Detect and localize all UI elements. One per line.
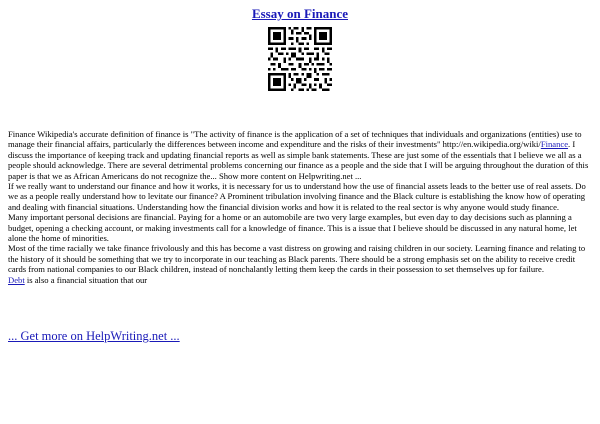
paragraph-2: If we really want to understand our finance and how it works, it is necessary for us to understand how the use of financial assets leads to the better use of real assets. Do we as a people really understand how to levitate our finance? A Prominent tribulation involving finance and the Black culture is establishing the know how of operating and dealing with financial situations. Understanding how the financial division works and how it is related to the real sector is why anyone would study finance.	[8, 181, 586, 212]
paragraph-5-text: is also a financial situation that our	[24, 274, 148, 285]
essay-title-link[interactable]: Essay on Finance	[251, 6, 349, 21]
paragraph-1-text-a: Finance Wikipedia's accurate definition of finance is "The activity of finance is the application of a set of techniques that individuals and organizations (entities) use to manage their financial affairs, particularly the differences between income and expenditure and the risks of their investments" http://en.wikipedia.org/wiki/	[8, 129, 582, 150]
paragraph-5	[8, 275, 593, 285]
paragraph-1	[8, 129, 593, 181]
paragraph-4: Most of the time racially we take finance frivolously and this has become a vast distress on growing and raising children in our society. Learning finance and relating to the history of it should be something that we try to incorporate in our teaching as Black parents. There should be a strong emphasis set on the ability to receive credit cards from national companies to our Black children, instead of nonchalantly letting them keep the cards in their possession to set themselves up for failure.	[8, 243, 586, 275]
get-more-link[interactable]: ... Get more on HelpWriting.net ...	[8, 329, 180, 343]
qr-code-icon	[268, 27, 332, 91]
essay-body	[8, 129, 593, 285]
debt-link[interactable]: Debt	[8, 274, 25, 285]
paragraph-1-text-b: . I discuss the importance of keeping track and updating financial reports as well as simple bank statements. These are just some of the essentials that I believe we all as a people should acknowledge. There are several detrimental problems concerning our finance as a people and the side that I will be arguing throughout the duration of this paper is that we as African Americans do not recognize the... Show more content on Helpwriting.net ...	[8, 139, 589, 181]
paragraph-3: Many important personal decisions are financial. Paying for a home or an automobile are two very large examples, but even day to day decisions such as planning a budget, opening a checking account, or making investments call for a knowledge of finance. This is a issue that I believe should be discussed in any natural home, let alone the home of minorities.	[8, 212, 577, 244]
finance-link[interactable]: Finance	[540, 139, 569, 150]
